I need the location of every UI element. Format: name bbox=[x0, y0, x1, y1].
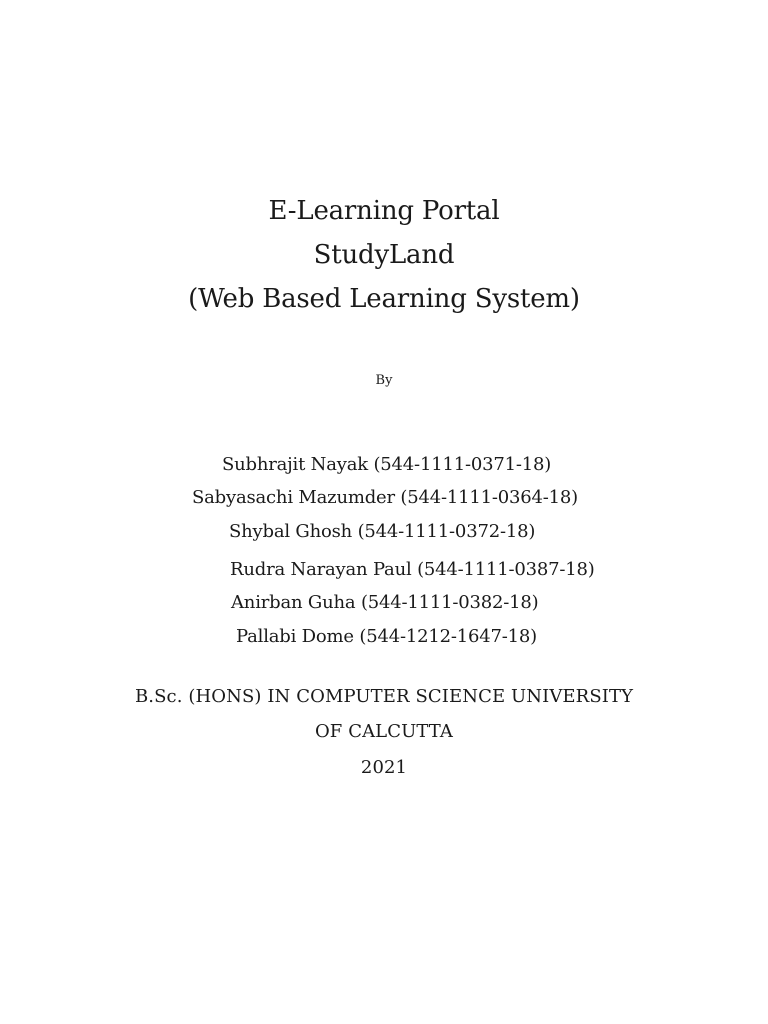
author-4: Rudra Narayan Paul (544-1111-0387-18) bbox=[230, 559, 595, 580]
author-1: Subhrajit Nayak (544-1111-0371-18) bbox=[222, 454, 552, 475]
by-label: By bbox=[375, 373, 393, 388]
year: 2021 bbox=[360, 757, 408, 778]
title-line-2: StudyLand bbox=[313, 240, 455, 270]
author-6: Pallabi Dome (544-1212-1647-18) bbox=[236, 626, 537, 647]
author-3: Shybal Ghosh (544-1111-0372-18) bbox=[229, 521, 536, 542]
institution-line-2: OF CALCUTTA bbox=[314, 721, 454, 742]
title-line-3: (Web Based Learning System) bbox=[188, 284, 580, 314]
title-line-1: E-Learning Portal bbox=[268, 196, 500, 226]
institution-line-1: B.Sc. (HONS) IN COMPUTER SCIENCE UNIVERSITY bbox=[134, 686, 634, 707]
author-5: Anirban Guha (544-1111-0382-18) bbox=[231, 592, 539, 613]
author-2: Sabyasachi Mazumder (544-1111-0364-18) bbox=[192, 487, 578, 508]
